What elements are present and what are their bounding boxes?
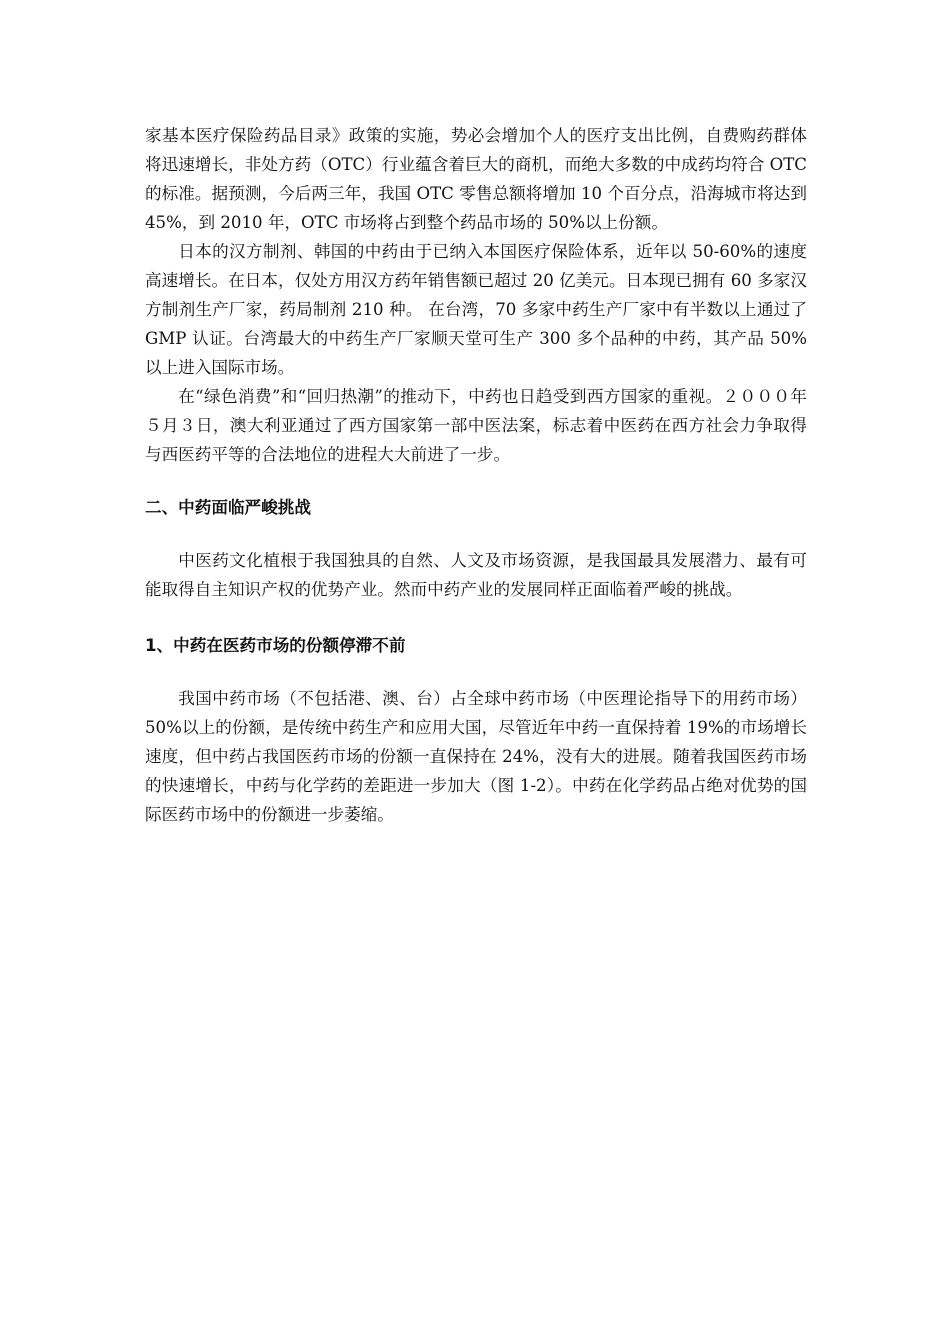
document-body [145, 121, 807, 829]
paragraph-tcm-culture: 中医药文化植根于我国独具的自然、人文及市场资源，是我国最具发展潜力、最有可能取得自主知识产权的优势产业。然而中药产业的发展同样正面临着严峻的挑战。 [145, 551, 807, 599]
subsection-heading-market-share: 1、中药在医药市场的份额停滞不前 [145, 636, 406, 655]
section-heading-challenges: 二、中药面临严峻挑战 [145, 498, 311, 517]
paragraph-japan-korea-taiwan: 日本的汉方制剂、韩国的中药由于已纳入本国医疗保险体系，近年以 50-60%的速度高速增长。在日本，仅处方用汉方药年销售额已超过 20 亿美元。日本现已拥有 60 多家汉方制剂生产厂家，药局制剂 210 种。 在台湾，70 多家中药生产厂家中有半数以上通过了 GMP 认证。台湾最大的中药生产厂家顺天堂可生产 300 多个品种的中药，其产品 50%以上进入国际市场。 [145, 242, 807, 377]
paragraph-western-recognition: 在“绿色消费”和“回归热潮”的推动下，中药也日趋受到西方国家的重视。２０００年５月３日，澳大利亚通过了西方国家第一部中医法案，标志着中医药在西方社会力争取得与西医药平等的合法地位的进程大大前进了一步。 [145, 387, 807, 464]
paragraph-otc-market: 家基本医疗保险药品目录》政策的实施，势必会增加个人的医疗支出比例，自费购药群体将迅速增长，非处方药（OTC）行业蕴含着巨大的商机，而绝大多数的中成药均符合 OTC 的标准。据预测，今后两三年，我国 OTC 零售总额将增加 10 个百分点，沿海城市将达到 45%，到 2010 年，OTC 市场将占到整个药品市场的 50%以上份额。 [145, 126, 807, 232]
paragraph-market-share: 我国中药市场（不包括港、澳、台）占全球中药市场（中医理论指导下的用药市场）50%以上的份额，是传统中药生产和应用大国，尽管近年中药一直保持着 19%的市场增长速度，但中药占我国医药市场的份额一直保持在 24%，没有大的进展。随着我国医药市场的快速增长，中药与化学药的差距进一步加大（图 1-2）。中药在化学药品占绝对优势的国际医药市场中的份额进一步萎缩。 [145, 689, 807, 824]
